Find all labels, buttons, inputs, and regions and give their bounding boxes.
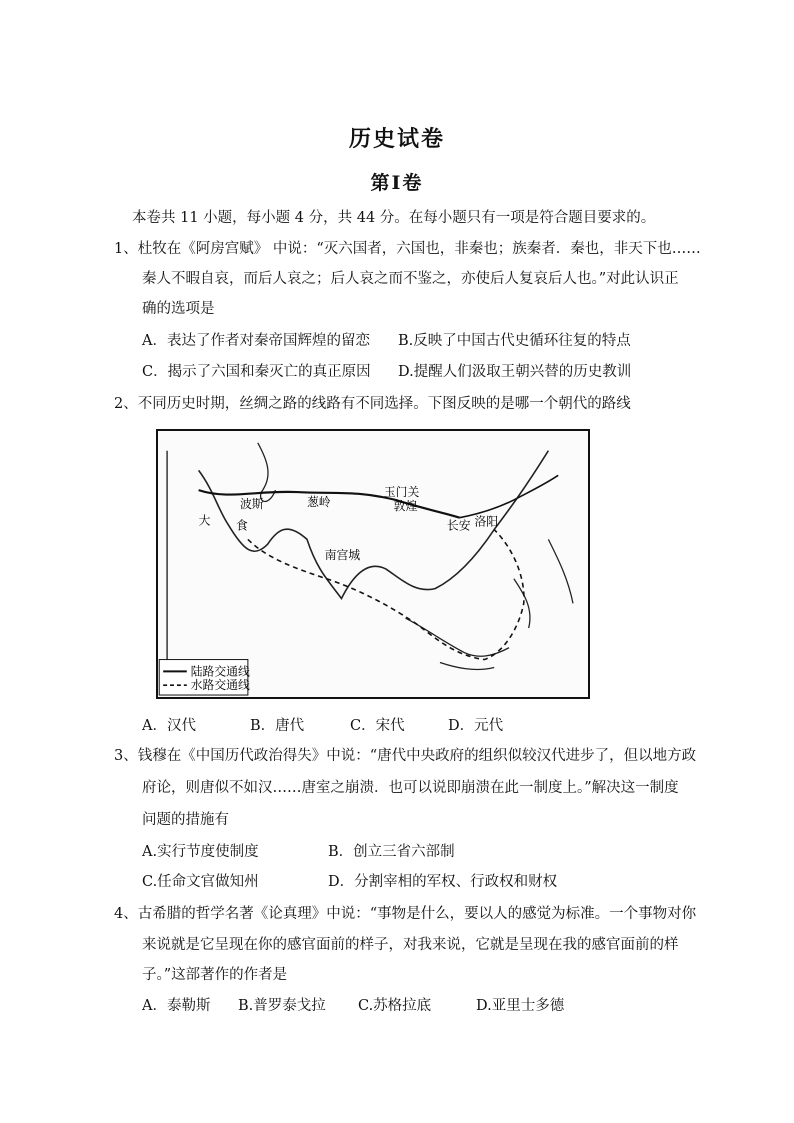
q1-option-a[interactable]: A．表达了作者对秦帝国辉煌的留恋 <box>142 333 370 349</box>
q1-option-d[interactable]: D.提醒人们汲取王朝兴替的历史教训 <box>398 364 632 380</box>
instructions: 本卷共 11 小题，每小题 4 分，共 44 分。在每小题只有一项是符合题目要求的。 <box>132 210 656 226</box>
q3-option-c[interactable]: C.任命文官做知州 <box>142 874 259 890</box>
q2-option-a[interactable]: A．汉代 <box>142 718 196 734</box>
map-label-congling: 葱岭 <box>306 494 331 509</box>
q4-option-a[interactable]: A．泰勒斯 <box>142 998 211 1014</box>
q2-stem-line-1: 2、不同历史时期，丝绸之路的线路有不同选择。下图反映的是哪一个朝代的路线 <box>114 396 631 412</box>
q2-option-b[interactable]: B．唐代 <box>250 718 305 734</box>
q3-stem-line-2: 府论，则唐似不如汉……唐室之崩溃．也可以说即崩溃在此一制度上。”解决这一制度 <box>142 780 679 796</box>
q3-stem-line-1: 3、钱穆在《中国历代政治得失》中说：“唐代中央政府的组织似较汉代进步了，但以地方政 <box>114 748 697 764</box>
q3-option-a[interactable]: A.实行节度使制度 <box>142 844 259 860</box>
map-label-luoyang: 洛阳 <box>474 514 499 529</box>
q4-option-b[interactable]: B.普罗泰戈拉 <box>238 998 326 1014</box>
q4-option-d[interactable]: D.亚里士多德 <box>476 998 565 1014</box>
q1-stem-line-1: 1、杜牧在《阿房宫赋》 中说：“灭六国者，六国也，非秦也；族秦者．秦也，非天下也…… <box>114 241 701 257</box>
q3-option-b[interactable]: B．创立三省六部制 <box>328 844 455 860</box>
q1-stem-line-2: 秦人不暇自哀，而后人哀之；后人哀之而不鉴之，亦使后人复哀后人也。”对此认识正 <box>142 271 679 287</box>
map-label-da: 大 <box>198 513 211 528</box>
q2-option-c[interactable]: C．宋代 <box>350 718 405 734</box>
q1-option-b[interactable]: B.反映了中国古代史循环往复的特点 <box>398 333 631 349</box>
section-title: 第Ⅰ卷 <box>370 172 424 194</box>
q4-stem-line-3: 子。”这部著作的作者是 <box>142 967 288 983</box>
q3-option-d[interactable]: D．分割宰相的军权、行政权和财权 <box>328 874 558 890</box>
map-legend-land: 陆路交通线 <box>190 664 250 679</box>
q1-option-c[interactable]: C．揭示了六国和秦灭亡的真正原因 <box>142 364 371 380</box>
map-label-persia: 波斯 <box>240 496 264 511</box>
silk-road-map-svg <box>158 431 588 697</box>
q2-option-d[interactable]: D．元代 <box>448 718 504 734</box>
map-legend-sea: 水路交通线 <box>190 678 250 693</box>
map-label-changan: 长安 <box>446 518 471 533</box>
q1-stem-line-3: 确的选项是 <box>142 301 215 317</box>
q4-stem-line-2: 来说就是它呈现在你的感官面前的样子，对我来说，它就是呈现在我的感官面前的样 <box>142 937 679 953</box>
q4-option-c[interactable]: C.苏格拉底 <box>358 998 432 1014</box>
q3-stem-line-3: 问题的措施有 <box>142 812 229 828</box>
map-label-nangongcheng: 南宫城 <box>324 548 361 563</box>
map-label-dunhuang: 敦煌 <box>393 498 418 513</box>
silk-road-map <box>156 429 590 699</box>
page-title: 历史试卷 <box>348 126 445 152</box>
map-label-yumenguan: 玉门关 <box>383 485 420 500</box>
q4-stem-line-1: 4、古希腊的哲学名著《论真理》中说：“事物是什么，要以人的感觉为标准。一个事物对你 <box>114 906 697 922</box>
map-label-shi: 食 <box>236 518 248 533</box>
